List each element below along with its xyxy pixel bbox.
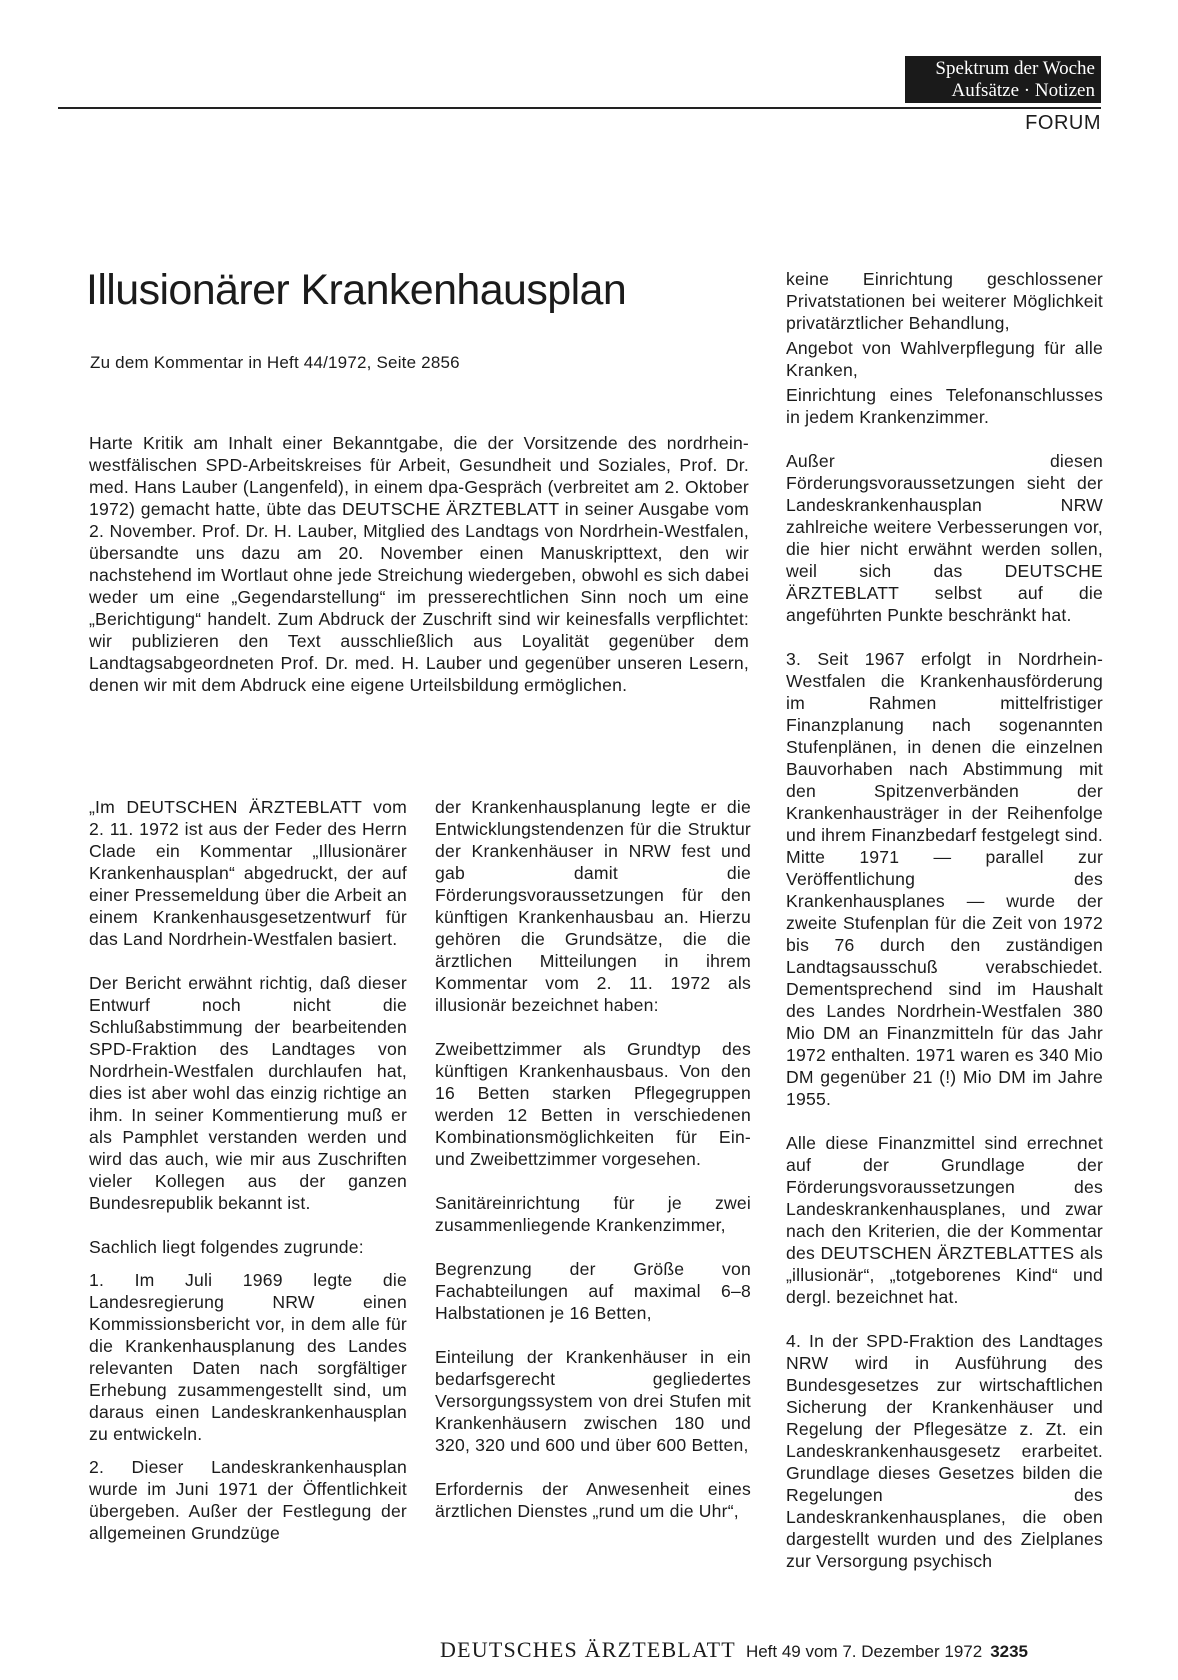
list-item: Einrichtung eines Telefonanschlusses in jedem Krankenzimmer. xyxy=(786,385,1103,427)
paragraph: 4. In der SPD-Fraktion des Landtages NRW wird in Ausführung des Bundesgesetzes zur wirtschaftlichen Sicherung der Krankenhäuser und Regelung der Pflegesätze z. Zt. ein Landeskrankenhausgesetz erarbeitet. Grundlage dieses Gesetzes bilden die Regelungen des Landeskrankenhausplanes, die oben dargestellt wurden und des Zielplanes zur Versorgung psychisch xyxy=(786,1331,1103,1571)
list-item: Sanitäreinrichtung für je zwei zusammenliegende Krankenzimmer, xyxy=(435,1193,751,1235)
list-item: Zweibettzimmer als Grundtyp des künftigen Krankenhausbaus. Von den 16 Betten starken Pflegegruppen werden 12 Betten in verschiedenen Kombinationsmöglichkeiten für Ein- und Zweibettzimmer vorgesehen. xyxy=(435,1039,751,1169)
paragraph: Der Bericht erwähnt richtig, daß dieser Entwurf noch nicht die Schlußabstimmung der bearbeitenden SPD-Fraktion des Landtages von Nordrhein-Westfalen durchlaufen hat, dies ist aber wohl das einzig richtige an ihm. In seiner Kommentierung muß er als Pamphlet verstanden werden und wird das auch, wie mir aus Zuschriften vieler Kollegen aus der ganzen Bundesrepublik bekannt ist. xyxy=(89,973,407,1213)
list-item: Erfordernis der Anwesenheit eines ärztlichen Dienstes „rund um die Uhr“, xyxy=(435,1479,751,1521)
list-item: Einteilung der Krankenhäuser in ein bedarfsgerecht gegliedertes Versorgungssystem von drei Stufen mit Krankenhäusern zwischen 180 und 320, 320 und 600 und über 600 Betten, xyxy=(435,1347,751,1455)
paragraph: Außer diesen Förderungsvoraussetzungen sieht der Landeskrankenhausplan NRW zahlreiche weitere Verbesserungen vor, die hier nicht erwähnt werden sollen, weil sich das DEUTSCHE ÄRZTEBLATT selbst auf die angeführten Punkte beschränkt hat. xyxy=(786,451,1103,625)
column-1 xyxy=(89,796,407,1566)
paragraph: „Im DEUTSCHEN ÄRZTEBLATT vom 2. 11. 1972 ist aus der Feder des Herrn Clade ein Kommentar „Illusionärer Krankenhausplan“ abgedruckt, der auf einer Pressemeldung über die Arbeit an einem Krankenhausgesetzentwurf für das Land Nordrhein-Westfalen basiert. xyxy=(89,797,407,949)
list-item: keine Einrichtung geschlossener Privatstationen bei weiterer Möglichkeit privatärztlicher Behandlung, xyxy=(786,269,1103,333)
paragraph: 3. Seit 1967 erfolgt in Nordrhein-Westfalen die Krankenhausförderung im Rahmen mittelfristiger Finanzplanung nach sogenannten Stufenplänen, in denen die einzelnen Bauvorhaben nach Abstimmung mit den Spitzenverbänden der Krankenhausträger in der Reihenfolge und ihrem Finanzbedarf festgelegt sind. Mitte 1971 — parallel zur Veröffentlichung des Krankenhausplanes — wurde der zweite Stufenplan für die Zeit von 1972 bis 76 durch den zuständigen Landtagsausschuß verabschiedet. Dementsprechend sind im Haushalt des Landes Nordrhein-Westfalen 380 Mio DM an Finanzmitteln für das Jahr 1972 enthalten. 1971 waren es 340 Mio DM gegenüber 21 (!) Mio DM im Jahre 1955. xyxy=(786,649,1103,1109)
section-badge xyxy=(905,56,1101,103)
intro-paragraph: Harte Kritik am Inhalt einer Bekanntgabe, die der Vorsitzende des nordrhein-westfälischen SPD-Arbeitskreises für Arbeit, Gesundheit und Soziales, Prof. Dr. med. Hans Lauber (Langenfeld), in einem dpa-Gespräch (verbreitet am 2. Oktober 1972) gemacht hatte, übte das DEUTSCHE ÄRZTEBLATT in seiner Ausgabe vom 2. November. Prof. Dr. H. Lauber, Mitglied des Landtags von Nordrhein-Westfalen, übersandte uns dazu am 20. November einen Manuskripttext, den wir nachstehend im Wortlaut ohne jede Streichung wiedergeben, obwohl es sich dabei weder um eine „Gegendarstellung“ im presserechtlichen Sinn noch um eine „Berichtigung“ handelt. Zum Abdruck der Zuschrift sind wir keinesfalls verpflichtet: wir publizieren den Text ausschließlich aus Loyalität gegenüber dem Landtagsabgeordneten Prof. Dr. med. H. Lauber und gegenüber unseren Lesern, denen wir mit dem Abdruck eine eigene Urteilsbildung ermöglichen. xyxy=(89,433,749,695)
paragraph: 1. Im Juli 1969 legte die Landesregierung NRW einen Kommissionsbericht vor, in dem alle für die Krankenhausplanung des Landes relevanten Daten nach sorgfältiger Erhebung zusammengestellt sind, um daraus einen Landeskrankenhausplan zu entwickeln. xyxy=(89,1270,407,1444)
page-footer xyxy=(440,1637,1101,1667)
article-title: Illusionärer Krankenhausplan xyxy=(86,266,627,314)
column-3 xyxy=(786,268,1103,1594)
column-2 xyxy=(435,796,751,1544)
header-rule xyxy=(58,107,1101,109)
article-intro xyxy=(89,432,749,718)
list-item: Angebot von Wahlverpflegung für alle Kranken, xyxy=(786,338,1103,380)
page-number: 3235 xyxy=(990,1642,1029,1661)
badge-line-1: Spektrum der Woche xyxy=(935,58,1095,79)
badge-line-2: Aufsätze · Notizen xyxy=(951,80,1095,101)
paragraph: Sachlich liegt folgendes zugrunde: xyxy=(89,1237,364,1257)
paragraph: 2. Dieser Landeskrankenhausplan wurde im Juni 1971 der Öffentlichkeit übergeben. Außer der Festlegung der allgemeinen Grundzüge xyxy=(89,1457,407,1543)
section-label: FORUM xyxy=(1025,112,1101,134)
paragraph: Alle diese Finanzmittel sind errechnet auf der Grundlage der Förderungsvoraussetzungen des Landeskrankenhausplanes, und zwar nach den Kriterien, die der Kommentar des DEUTSCHEN ÄRZTEBLATTES als „illusionär“, „totgeborenes Kind“ und dergl. bezeichnet hat. xyxy=(786,1133,1103,1307)
article-subtitle: Zu dem Kommentar in Heft 44/1972, Seite 2856 xyxy=(90,353,460,372)
issue-info: Heft 49 vom 7. Dezember 1972 xyxy=(745,1642,983,1661)
paragraph: der Krankenhausplanung legte er die Entwicklungstendenzen für die Struktur der Krankenhäuser in NRW fest und gab damit die Förderungsvoraussetzungen für den künftigen Krankenhausbau an. Hierzu gehören die Grundsätze, die die ärztlichen Mitteilungen in ihrem Kommentar vom 2. 11. 1972 als illusionär bezeichnet haben: xyxy=(435,797,751,1015)
publication-name: DEUTSCHES ÄRZTEBLATT xyxy=(440,1637,736,1662)
list-item: Begrenzung der Größe von Fachabteilungen auf maximal 6–8 Halbstationen je 16 Betten, xyxy=(435,1259,751,1323)
